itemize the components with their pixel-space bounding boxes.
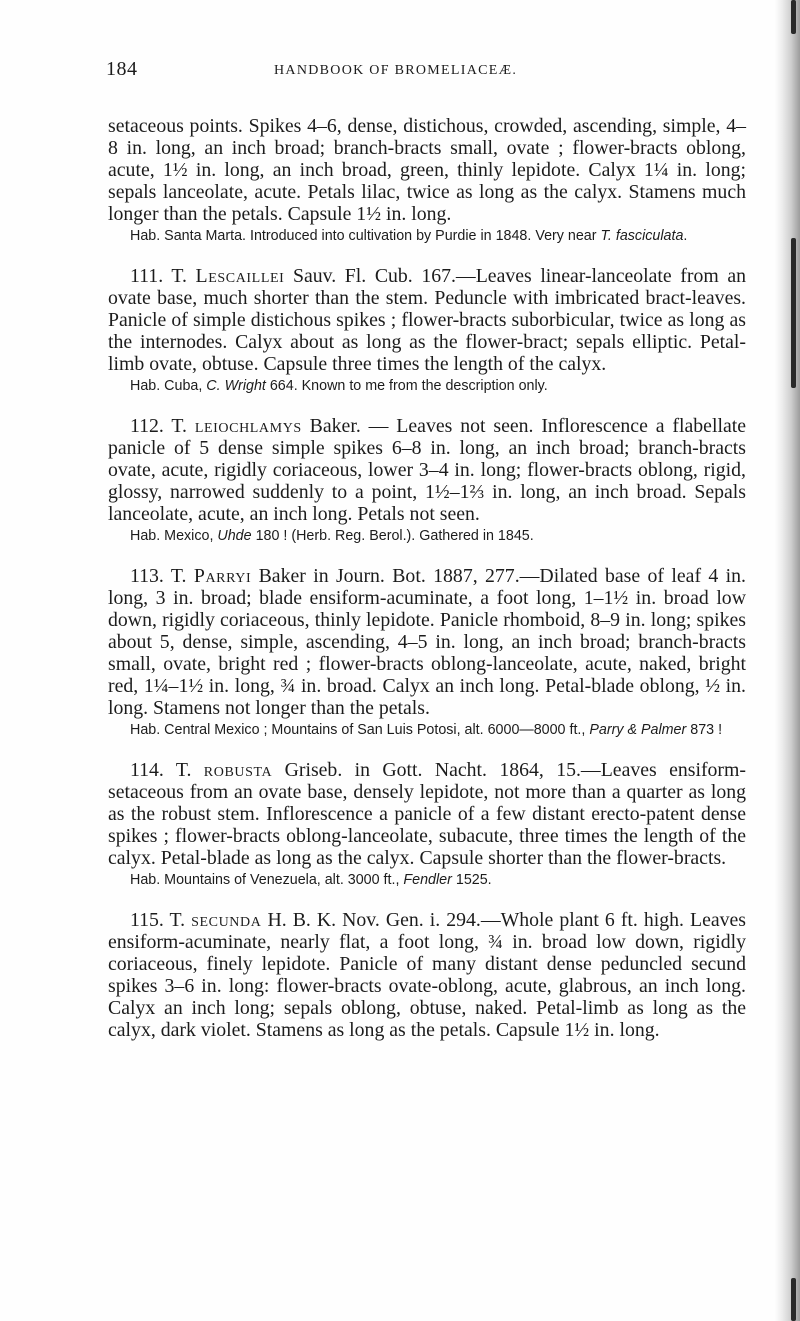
edge-mark	[791, 0, 796, 34]
species-habitat	[108, 721, 746, 740]
running-head: HANDBOOK OF BROMELIACEÆ.	[274, 63, 518, 78]
species-description	[108, 909, 746, 1041]
species-number: 112. T.	[130, 415, 195, 437]
species-number: 111. T.	[130, 265, 196, 287]
habitat-text: Hab. Central Mexico ; Mountains of San Luis Potosi, alt. 6000—8000 ft.,	[130, 722, 590, 738]
species-entry-113	[108, 565, 746, 740]
habitat-italic: Parry & Palmer	[589, 722, 687, 738]
intro-continuation	[108, 115, 746, 246]
species-description	[108, 565, 746, 719]
species-name: Lescaillei	[195, 265, 285, 287]
species-habitat	[108, 527, 746, 546]
species-text: Sauv. Fl. Cub. 167.—Leaves linear-lanceolate from an ovate base, much shorter than the stem. Peduncle with imbricated bract-leaves. Panicle of simple distichous spikes ; flower-bracts suborbicular, twice as long as the internodes. Calyx about as long as the flower-bract; sepals elliptic. Petal-limb ovate, obtuse. Capsule three times the length of the calyx.	[108, 265, 746, 375]
page-body	[108, 115, 746, 1041]
species-description	[108, 759, 746, 869]
species-entry-114	[108, 759, 746, 890]
habitat-text: Hab. Mexico,	[130, 528, 218, 544]
species-name: robusta	[203, 759, 273, 781]
habitat-text: Hab. Cuba,	[130, 378, 207, 394]
species-text: H. B. K. Nov. Gen. i. 294.—Whole plant 6 ft. high. Leaves ensiform-acuminate, nearly flat, a foot long, ¾ in. broad low down, rigidly coriaceous, finely lepidote. Panicle of many distant dense peduncled secund spikes 3–6 in. long: flower-bracts ovate-oblong, acute, glabrous, an inch long. Calyx an inch long; sepals oblong, obtuse, naked. Petal-limb as long as the calyx, dark violet. Stamens as long as the petals. Capsule 1½ in. long.	[108, 909, 746, 1041]
habitat-text: Hab. Santa Marta. Introduced into cultivation by Purdie in 1848. Very near	[130, 228, 601, 244]
habitat-italic: Uhde	[217, 528, 252, 544]
habitat-text-end: 180 ! (Herb. Reg. Berol.). Gathered in 1845.	[251, 528, 534, 544]
page-edge-shadow	[774, 0, 800, 1321]
species-description	[108, 265, 746, 375]
habitat-text: Hab. Mountains of Venezuela, alt. 3000 ft.,	[130, 872, 404, 888]
habitat-text-end: 873 !	[686, 722, 723, 738]
species-text: Baker. — Leaves not seen. Inflorescence a flabellate panicle of 5 dense simple spikes 6–8 in. long, an inch broad; branch-bracts ovate, acute, rigidly coriaceous, lower 3–4 in. long; flower-bracts oblong, rigid, glossy, narrowed suddenly to a point, 1½–1⅔ in. long, an inch broad. Sepals lanceolate, acute, an inch long. Petals not seen.	[108, 415, 746, 525]
habitat-italic: Fendler	[403, 872, 452, 888]
species-habitat	[108, 871, 746, 890]
page-header	[106, 58, 746, 86]
habitat-text-end: 1525.	[451, 872, 492, 888]
edge-mark	[791, 1278, 796, 1321]
species-description	[108, 415, 746, 525]
species-number: 115. T.	[130, 909, 192, 931]
species-text: Griseb. in Gott. Nacht. 1864, 15.—Leaves ensiform-setaceous from an ovate base, densely lepidote, not more than a quarter as long as the robust stem. Inflorescence a panicle of a few distant erecto-patent dense spikes ; flower-bracts oblong-lanceolate, subacute, three times the length of the calyx. Petal-blade as long as the calyx. Capsule shorter than the flower-bracts.	[108, 759, 746, 869]
species-entry-112	[108, 415, 746, 546]
species-name: leiochlamys	[194, 415, 302, 437]
species-text: Baker in Journ. Bot. 1887, 277.—Dilated base of leaf 4 in. long, 3 in. broad; blade ensiform-acuminate, a foot long, 1–1½ in. broad low down, rigidly coriaceous, thinly lepidote. Panicle rhomboid, 8–9 in. long; spikes about 5, dense, simple, ascending, 4–5 in. long, an inch broad; branch-bracts small, ovate, bright red ; flower-bracts oblong-lanceolate, acute, naked, bright red, 1¼–1½ in. long, ¾ in. broad. Calyx an inch long. Petal-blade oblong, ½ in. long. Stamens not longer than the petals.	[108, 565, 746, 719]
species-entry-111	[108, 265, 746, 396]
species-number: 114. T.	[130, 759, 204, 781]
habitat-italic: T. fasciculata	[600, 228, 684, 244]
edge-mark	[791, 238, 796, 388]
species-entry-115	[108, 909, 746, 1041]
intro-habitat	[108, 227, 746, 246]
intro-description: setaceous points. Spikes 4–6, dense, distichous, crowded, ascending, simple, 4–8 in. long, an inch broad; branch-bracts small, ovate ; flower-bracts oblong, acute, 1½ in. long, an inch broad, green, thinly lepidote. Calyx 1¼ in. long; sepals lanceolate, acute. Petals lilac, twice as long as the calyx. Stamens much longer than the petals. Capsule 1½ in. long.	[108, 115, 746, 225]
species-number: 113. T.	[130, 565, 194, 587]
species-name: secunda	[191, 909, 262, 931]
habitat-text-end: .	[683, 228, 688, 244]
habitat-italic: C. Wright	[206, 378, 266, 394]
species-habitat	[108, 377, 746, 396]
species-name: Parryi	[193, 565, 252, 587]
page-number: 184	[106, 58, 138, 80]
habitat-text-end: 664. Known to me from the description only.	[265, 378, 548, 394]
